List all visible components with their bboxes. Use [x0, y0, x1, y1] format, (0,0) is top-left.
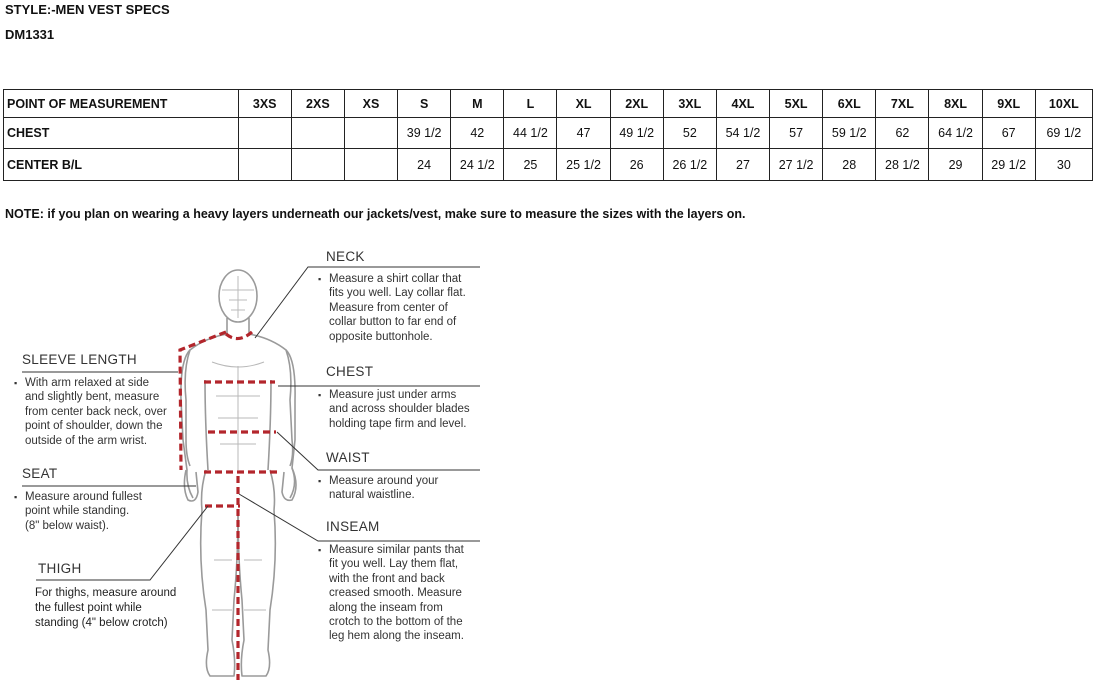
- thigh-title: THIGH: [38, 561, 82, 576]
- table-cell: 52: [663, 118, 716, 149]
- table-cell: 28: [823, 149, 876, 181]
- table-cell: 29 1/2: [982, 149, 1035, 181]
- table-cell: 24: [398, 149, 451, 181]
- thigh-description: For thighs, measure around the fullest point while standing (4" below crotch): [35, 587, 177, 629]
- column-header: 3XS: [238, 90, 291, 118]
- table-cell: [238, 149, 291, 181]
- sleeve-length-description: ▪ With arm relaxed at side and slightly bent, measure from center back neck, over point of shoulder, down the outside of the arm wrist.: [14, 376, 167, 448]
- column-header: 6XL: [823, 90, 876, 118]
- column-header: 2XL: [610, 90, 663, 118]
- layering-note: NOTE: if you plan on wearing a heavy layers underneath our jackets/vest, make sure to measure the sizes with the layers on.: [5, 207, 746, 221]
- table-cell: 54 1/2: [716, 118, 769, 149]
- column-header: 7XL: [876, 90, 929, 118]
- table-cell: 44 1/2: [504, 118, 557, 149]
- column-header: 5XL: [770, 90, 823, 118]
- table-cell: 67: [982, 118, 1035, 149]
- table-cell: 42: [451, 118, 504, 149]
- style-code: DM1331: [5, 27, 55, 42]
- column-header: XS: [344, 90, 397, 118]
- neck-title: NECK: [326, 249, 365, 264]
- table-cell: 29: [929, 149, 982, 181]
- table-row-center-back-length: [4, 149, 1093, 181]
- column-header: 2XS: [291, 90, 344, 118]
- table-cell: 24 1/2: [451, 149, 504, 181]
- table-cell: [238, 118, 291, 149]
- table-cell: [291, 149, 344, 181]
- table-cell: 47: [557, 118, 610, 149]
- inseam-title: INSEAM: [326, 519, 380, 534]
- column-header: 3XL: [663, 90, 716, 118]
- column-header: L: [504, 90, 557, 118]
- table-header-row: [4, 90, 1093, 118]
- table-cell: 26: [610, 149, 663, 181]
- table-cell: 49 1/2: [610, 118, 663, 149]
- table-cell: 69 1/2: [1035, 118, 1092, 149]
- table-cell: [291, 118, 344, 149]
- measurement-lines: [180, 332, 281, 680]
- table-cell: 59 1/2: [823, 118, 876, 149]
- chest-title: CHEST: [326, 364, 374, 379]
- table-cell: 26 1/2: [663, 149, 716, 181]
- column-header: S: [398, 90, 451, 118]
- seat-title: SEAT: [22, 466, 58, 481]
- column-header: M: [451, 90, 504, 118]
- table-cell: 25: [504, 149, 557, 181]
- column-header: 4XL: [716, 90, 769, 118]
- table-cell: 25 1/2: [557, 149, 610, 181]
- table-cell: 62: [876, 118, 929, 149]
- table-cell: 57: [770, 118, 823, 149]
- column-header: 10XL: [1035, 90, 1092, 118]
- style-title: STYLE:-MEN VEST SPECS: [5, 2, 170, 17]
- neck-measure-line: [226, 332, 252, 339]
- column-header: 8XL: [929, 90, 982, 118]
- table-cell: 39 1/2: [398, 118, 451, 149]
- chest-description: ▪ Measure just under arms and across shoulder blades holding tape firm and level.: [318, 388, 470, 431]
- table-cell: 27: [716, 149, 769, 181]
- table-cell: 30: [1035, 149, 1092, 181]
- waist-description: ▪ Measure around your natural waistline.: [318, 474, 438, 503]
- row-label: CHEST: [4, 118, 239, 149]
- waist-title: WAIST: [326, 450, 370, 465]
- sleeve-length-title: SLEEVE LENGTH: [22, 352, 137, 367]
- table-cell: 27 1/2: [770, 149, 823, 181]
- column-header: XL: [557, 90, 610, 118]
- table-cell: 28 1/2: [876, 149, 929, 181]
- row-label: CENTER B/L: [4, 149, 239, 181]
- size-spec-table: [3, 89, 1093, 181]
- inseam-description: ▪ Measure similar pants that fit you well. Lay them flat, with the front and back creased smooth. Measure along the inseam from crotch to the bottom of the leg hem along the inseam.: [318, 543, 464, 644]
- table-cell: 64 1/2: [929, 118, 982, 149]
- table-row-chest: [4, 118, 1093, 149]
- neck-description: ▪ Measure a shirt collar that fits you well. Lay collar flat. Measure from center of collar button to far end of opposite buttonhole.: [318, 272, 466, 344]
- table-cell: [344, 118, 397, 149]
- column-header: 9XL: [982, 90, 1035, 118]
- column-header: POINT OF MEASUREMENT: [4, 90, 239, 118]
- seat-description: ▪ Measure around fullest point while standing. (8" below waist).: [14, 490, 142, 533]
- table-cell: [344, 149, 397, 181]
